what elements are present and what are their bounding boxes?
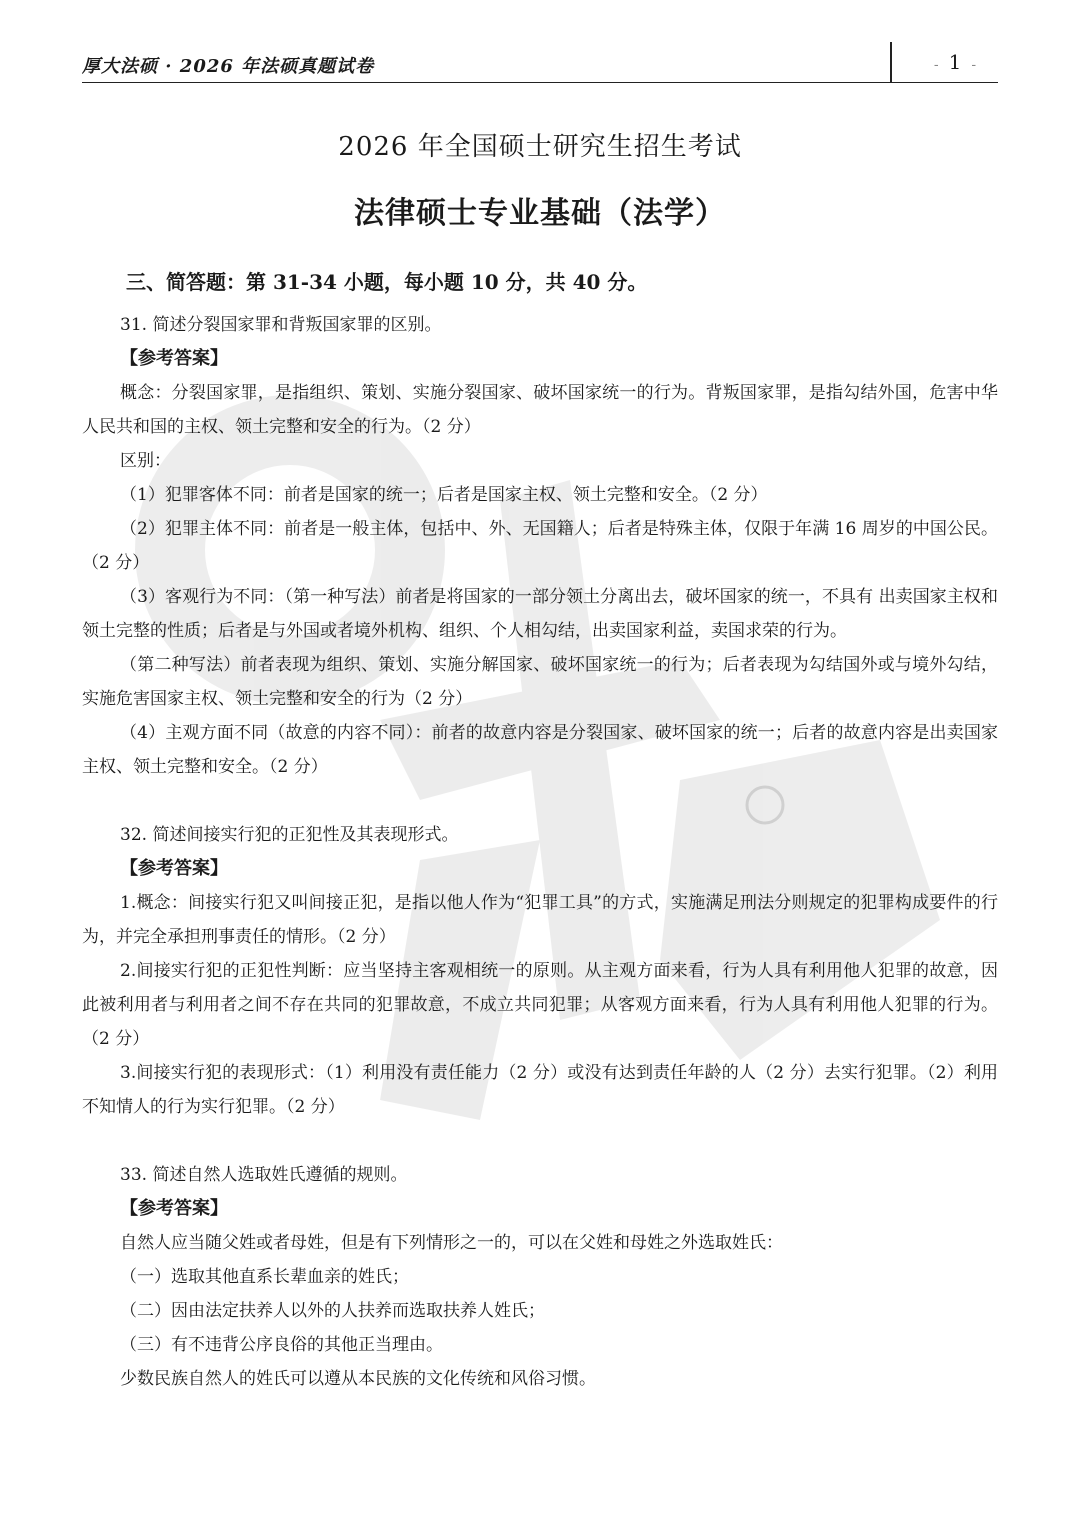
q31-point-1: （1）犯罪客体不同：前者是国家的统一；后者是国家主权、领土完整和安全。（2 分） <box>120 485 768 505</box>
section-heading: 三、简答题：第 31-34 小题，每小题 10 分，共 40 分。 <box>126 270 648 294</box>
q32-point-1: 1.概念：间接实行犯又叫间接正犯，是指以他人作为“犯罪工具”的方式，实施满足刑法分则规定的犯罪构成要件的行为，并完全承担刑事责任的情形。（2 分） <box>82 893 998 947</box>
q33-intro: 自然人应当随父姓或者母姓，但是有下列情形之一的，可以在父姓和母姓之外选取姓氏： <box>120 1233 783 1253</box>
q33-question: 33. 简述自然人选取姓氏遵循的规则。 <box>120 1165 408 1185</box>
page-number: 1 <box>948 50 962 74</box>
q32-point-3: 3.间接实行犯的表现形式：（1）利用没有责任能力（2 分）或没有达到责任年龄的人（2 分）去实行犯罪。（2）利用不知情人的行为实行犯罪。（2 分） <box>82 1063 998 1117</box>
q33-answer-label: 【参考答案】 <box>120 1198 228 1219</box>
q31-point-3: （3）客观行为不同：（第一种写法）前者是将国家的一部分领土分离出去，破坏国家的统一，不具有 出卖国家主权和领土完整的性质；后者是与外国或者境外机构、组织、个人相勾结，出卖国家利益，卖国求荣的行为。 <box>82 587 998 641</box>
q31-point-2: （2）犯罪主体不同：前者是一般主体，包括中、外、无国籍人；后者是特殊主体，仅限于年满 16 周岁的中国公民。（2 分） <box>82 519 998 573</box>
subject-title: 法律硕士专业基础（法学） <box>354 196 726 231</box>
q33-item-1: （一）选取其他直系长辈血亲的姓氏； <box>120 1267 409 1287</box>
page-dot-right: - <box>971 57 977 73</box>
page-number-box <box>912 50 998 74</box>
exam-title: 2026 年全国硕士研究生招生考试 <box>338 132 742 162</box>
header-divider <box>890 42 892 82</box>
page-header <box>82 40 998 83</box>
page-dot-left: - <box>933 57 939 73</box>
q31-point-4: （4）主观方面不同（故意的内容不同）：前者的故意内容是分裂国家、破坏国家的统一；后者的故意内容是出卖国家主权、领土完整和安全。（2 分） <box>82 723 998 777</box>
q32-question: 32. 简述间接实行犯的正犯性及其表现形式。 <box>120 825 459 845</box>
q33-closing: 少数民族自然人的姓氏可以遵从本民族的文化传统和风俗习惯。 <box>120 1369 596 1389</box>
q31-answer-label: 【参考答案】 <box>120 348 228 369</box>
q31-diff-label: 区别： <box>120 451 171 471</box>
header-title: 厚大法硕 · 2026 年法硕真题试卷 <box>82 56 375 77</box>
q32-point-2: 2.间接实行犯的正犯性判断：应当坚持主客观相统一的原则。从主观方面来看，行为人具有利用他人犯罪的故意，因此被利用者与利用者之间不存在共同的犯罪故意，不成立共同犯罪；从客观方面来看，行为人具有利用他人犯罪的行为。（2 分） <box>82 961 998 1049</box>
q31-concept: 概念：分裂国家罪，是指组织、策划、实施分裂国家、破坏国家统一的行为。背叛国家罪，是指勾结外国，危害中华人民共和国的主权、领土完整和安全的行为。（2 分） <box>82 383 998 437</box>
q31-question: 31. 简述分裂国家罪和背叛国家罪的区别。 <box>120 315 442 335</box>
q33-item-2: （二）因由法定扶养人以外的人扶养而选取扶养人姓氏； <box>120 1301 545 1321</box>
q31-point-3b: （第二种写法）前者表现为组织、策划、实施分解国家、破坏国家统一的行为；后者表现为勾结国外或与境外勾结，实施危害国家主权、领土完整和安全的行为（2 分） <box>82 655 998 709</box>
q32-answer-label: 【参考答案】 <box>120 858 228 879</box>
q33-item-3: （三）有不违背公序良俗的其他正当理由。 <box>120 1335 443 1355</box>
